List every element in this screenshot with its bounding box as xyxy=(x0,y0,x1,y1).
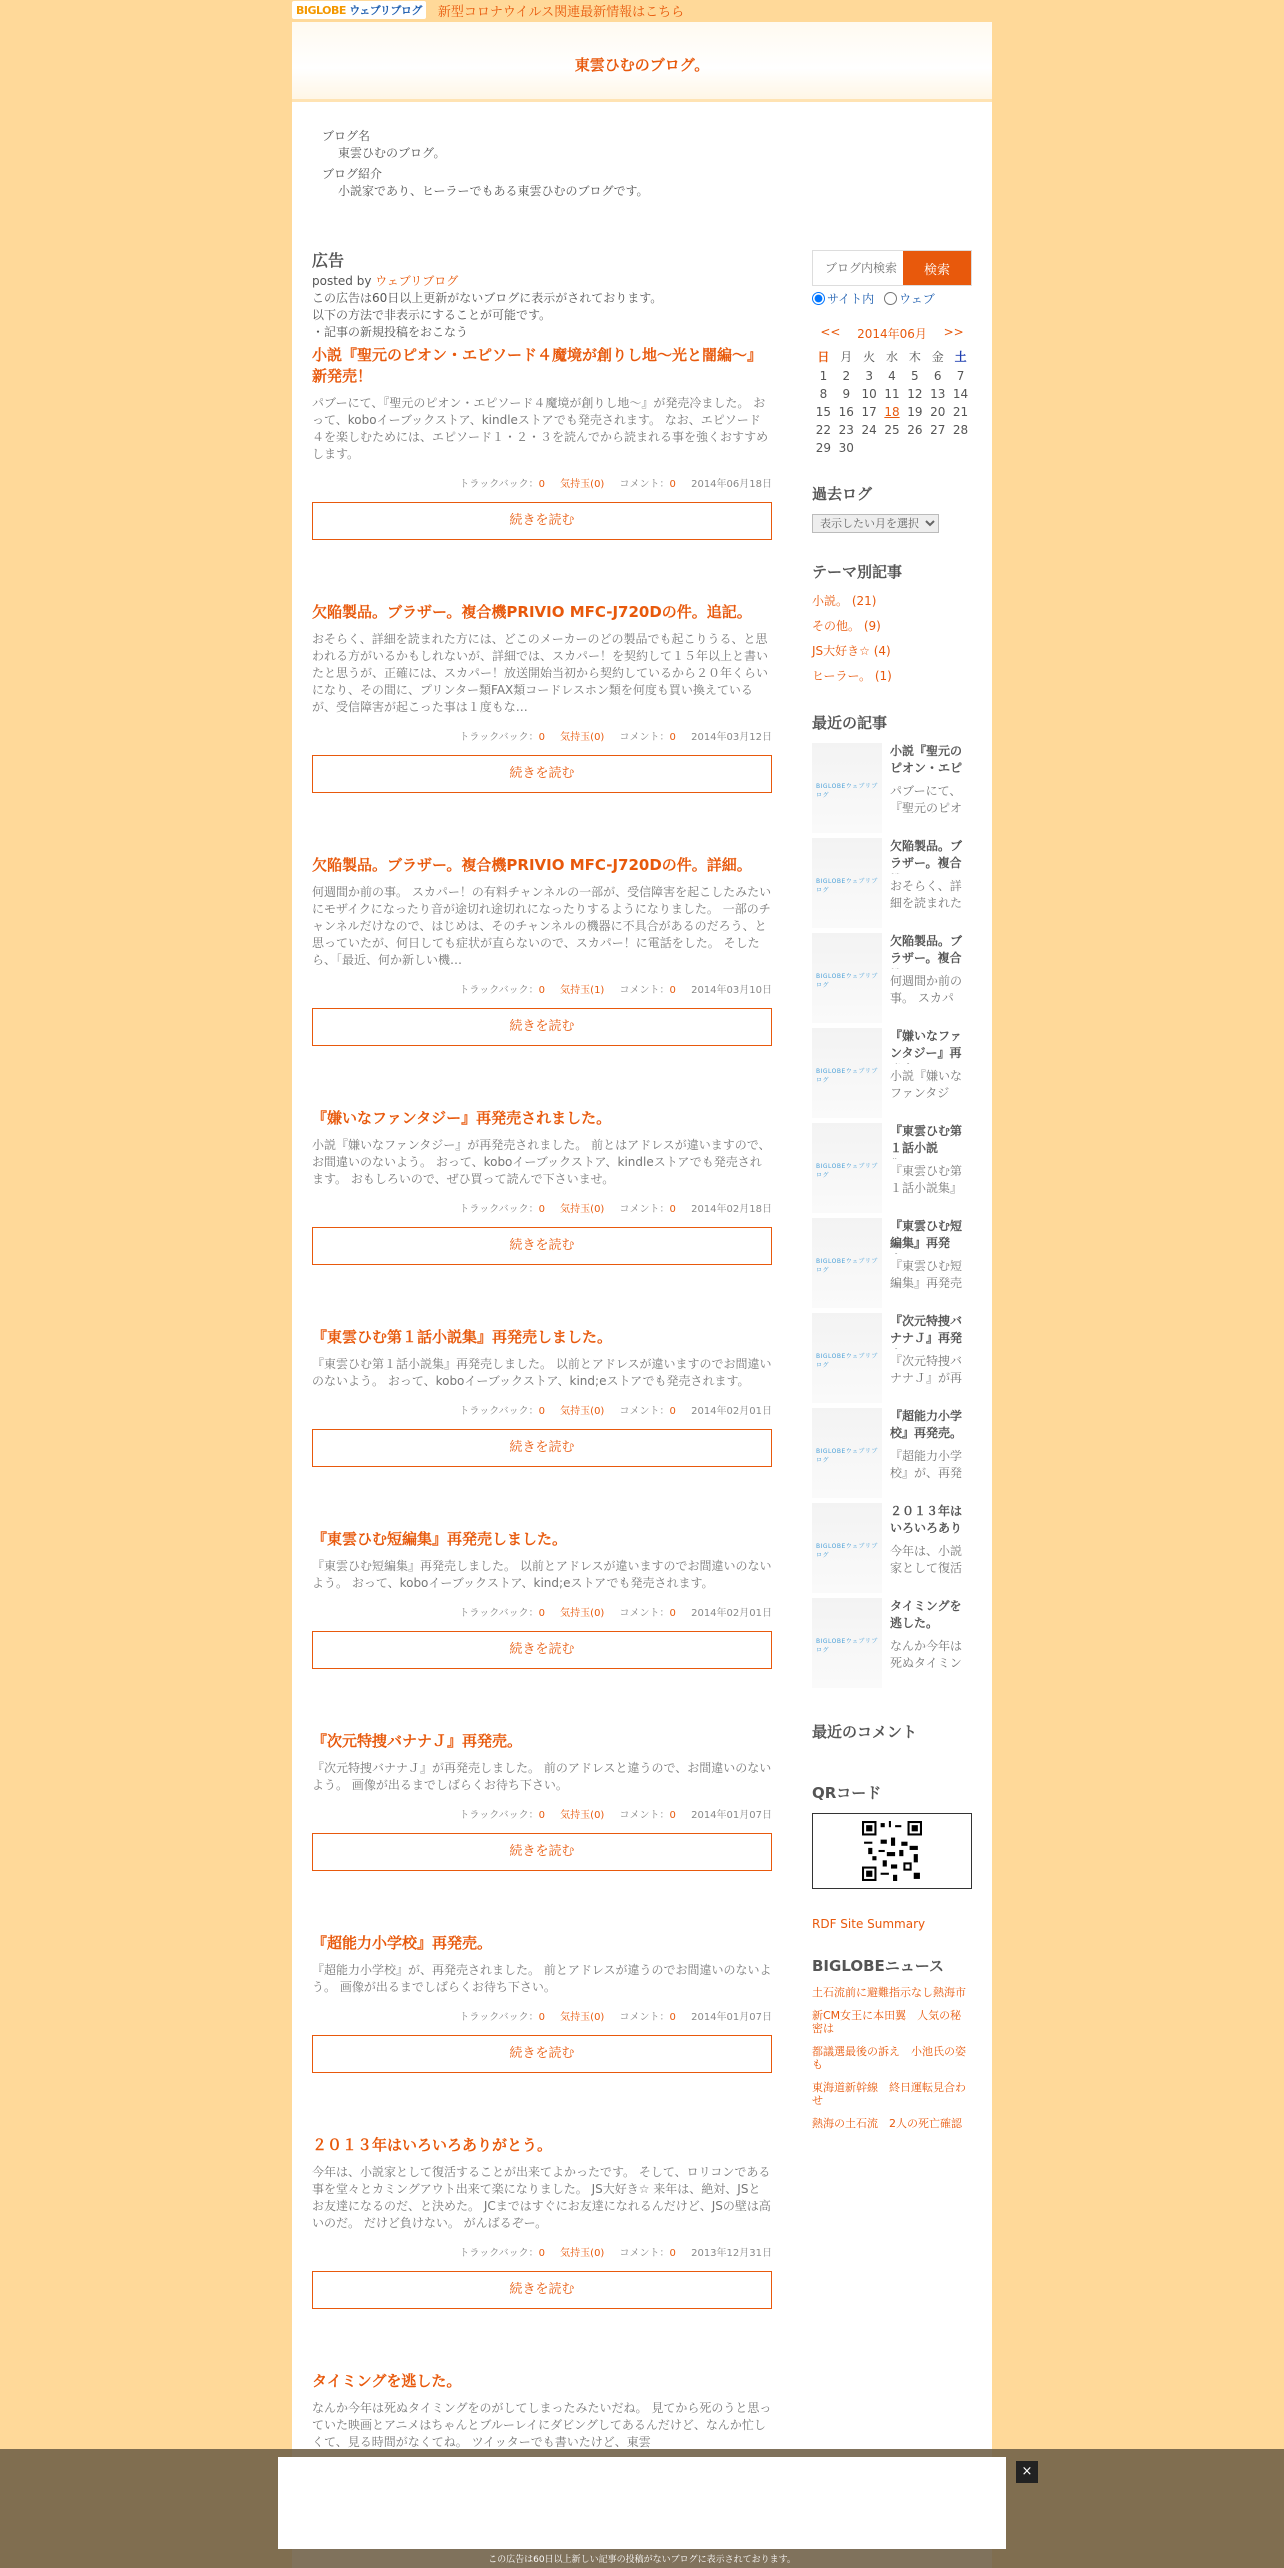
recent-text xyxy=(890,838,972,933)
ad-line: ・記事の新規投稿をおこなう xyxy=(312,325,469,339)
search-button[interactable]: 検索 xyxy=(903,251,971,285)
article-meta xyxy=(312,1402,772,1417)
comment-count[interactable]: 0 xyxy=(669,2248,676,2259)
article-title[interactable]: タイミングを逃した。 xyxy=(312,2372,462,2390)
recent-thumbnail[interactable] xyxy=(812,1123,882,1213)
theme-link[interactable]: 小説。 (21) xyxy=(812,594,877,608)
calendar-day: 10 xyxy=(861,387,877,401)
archive-select[interactable] xyxy=(812,514,939,533)
calendar-day: 25 xyxy=(884,423,900,437)
kimochi-count: (0) xyxy=(590,1810,605,1821)
recent-title[interactable]: 小説『聖元のピオン・エピ xyxy=(890,744,963,775)
recent-item[interactable] xyxy=(812,1313,972,1408)
main-column xyxy=(312,248,772,2451)
close-icon[interactable]: × xyxy=(1016,2461,1038,2483)
article xyxy=(312,602,772,851)
recent-body: 『超能力小学校』が、再発 xyxy=(890,1449,963,1480)
comment-label: コメント： xyxy=(619,2012,670,2023)
comment-count[interactable]: 0 xyxy=(669,1608,676,1619)
recent-item[interactable] xyxy=(812,1408,972,1503)
radio-site[interactable] xyxy=(812,292,825,305)
calendar-day: 19 xyxy=(907,405,923,419)
rdf-link[interactable]: RDF Site Summary xyxy=(812,1917,926,1931)
calendar-weekday: 日 xyxy=(817,350,830,364)
news-link[interactable]: 熱海の土石流 2人の死亡確認 xyxy=(812,2117,962,2130)
radio-web-text: ウェブ xyxy=(899,292,935,306)
recent-title[interactable]: 『次元特捜バナナＪ』再発 xyxy=(890,1314,963,1345)
trackback-label: トラックバック： xyxy=(459,732,539,743)
read-more-button[interactable]: 続きを読む xyxy=(312,2035,772,2073)
comment-count[interactable]: 0 xyxy=(669,1406,676,1417)
recent-comment-title: 最近のコメント xyxy=(812,1723,918,1741)
calendar-day: 22 xyxy=(815,423,832,437)
comment-count[interactable]: 0 xyxy=(669,732,676,743)
article-meta xyxy=(312,2244,772,2259)
theme-item xyxy=(812,667,972,684)
recent-title[interactable]: 『東雲ひむ第１話小説 xyxy=(890,1124,963,1155)
theme-link[interactable]: JS大好き☆ (4) xyxy=(812,644,891,658)
ad-title: 広告 xyxy=(312,251,345,270)
trackback-label: トラックバック： xyxy=(459,2012,539,2023)
radio-site-label[interactable] xyxy=(812,290,874,307)
article-title[interactable]: 『超能力小学校』再発売。 xyxy=(312,1934,493,1952)
calendar-day: 4 xyxy=(888,369,896,383)
kimochi-count: (0) xyxy=(590,732,605,743)
article-date: 2014年02月01日 xyxy=(691,1608,772,1619)
news-link[interactable]: 都議選最後の訴え 小池氏の姿も xyxy=(812,2045,966,2071)
calendar-day: 16 xyxy=(838,405,854,419)
calendar-day: 5 xyxy=(911,369,919,383)
kimochi-link[interactable] xyxy=(560,479,604,490)
calendar-day: 7 xyxy=(956,369,965,383)
thumb-logo: BIGLOBEウェブリブログ xyxy=(816,1638,878,1654)
article-title[interactable]: 小説『聖元のピオン・エピソード４魔境が創りし地～光と闇編～』新発売！ xyxy=(312,346,763,385)
read-more-button[interactable]: 続きを読む xyxy=(312,1429,772,1467)
theme-link[interactable]: その他。 (9) xyxy=(812,619,881,633)
sidebar xyxy=(812,250,972,2140)
calendar-weekday: 火 xyxy=(863,350,876,364)
calendar-day: 20 xyxy=(930,405,946,419)
article-date: 2014年06月18日 xyxy=(691,479,772,490)
calendar-day: 14 xyxy=(952,387,969,401)
calendar-day: 24 xyxy=(861,423,877,437)
article-body: 『東雲ひむ第１話小説集』再発売しました。 以前とアドレスが違いますのでお間違いのないよう。 おって、koboイーブックストア、kind;eストアでも発売されます。 xyxy=(312,1357,772,1388)
article-title[interactable]: 欠陥製品。ブラザー。複合機PRIVIO MFC-J720Dの件。追記。 xyxy=(312,603,752,621)
posted-by-link[interactable]: ウェブリブログ xyxy=(375,274,459,288)
recent-text xyxy=(890,933,972,1028)
calendar-day: 17 xyxy=(861,405,877,419)
article-date: 2014年03月10日 xyxy=(691,985,772,996)
article-body: 『次元特捜バナナＪ』が再発売しました。 前のアドレスと違うので、お間違いのないよう。 画像が出るまでしばらくお待ち下さい。 xyxy=(312,1761,772,1792)
article xyxy=(312,1108,772,1323)
thumb-logo: BIGLOBEウェブリブログ xyxy=(816,783,878,799)
article-title[interactable]: 『嫌いなファンタジー』再発売されました。 xyxy=(312,1109,612,1127)
calendar-day: 27 xyxy=(930,423,946,437)
news-link[interactable]: 新CM女王に本田翼 人気の秘密は xyxy=(812,2009,962,2035)
comment-label: コメント： xyxy=(619,1608,670,1619)
kimochi-count: (1) xyxy=(590,985,605,996)
calendar-day: 12 xyxy=(907,387,923,401)
article-body: 小説『嫌いなファンタジー』が再発売されました。 前とはアドレスが違いますので、お間違いのないよう。 おって、koboイーブックストア、kindleストアでも発売されます。 おもしろいので、ぜひ買って読んで下さいませ。 xyxy=(312,1138,771,1186)
blog-title[interactable]: 東雲ひむのブログ。 xyxy=(574,56,710,74)
recent-text xyxy=(890,1028,972,1123)
article-date: 2014年02月18日 xyxy=(691,1204,772,1215)
calendar-day: 30 xyxy=(838,441,854,455)
recent-text xyxy=(890,1313,972,1408)
news-item xyxy=(812,2081,972,2107)
radio-web[interactable] xyxy=(884,292,897,305)
article xyxy=(312,1933,772,2131)
article-meta xyxy=(312,475,772,490)
calendar-day: 6 xyxy=(933,369,942,383)
search-input[interactable] xyxy=(813,251,903,285)
recent-title[interactable]: 『超能力小学校』再発売。 xyxy=(890,1409,963,1440)
ad-line: 以下の方法で非表示にすることが可能です。 xyxy=(312,308,552,322)
calendar-weekday: 水 xyxy=(885,350,898,364)
kimochi-label: 気持玉 xyxy=(560,2248,591,2259)
page-container xyxy=(292,22,992,2568)
article-title[interactable]: 『東雲ひむ短編集』再発売しました。 xyxy=(312,1530,568,1548)
logo-text: BIGLOBE xyxy=(296,4,346,17)
kimochi-link[interactable] xyxy=(560,1204,604,1215)
posted-by-prefix: posted by xyxy=(312,274,376,288)
calendar-prev[interactable]: << xyxy=(820,325,841,339)
recent-title[interactable]: ２０１３年はいろいろあり xyxy=(890,1504,963,1535)
recent-item[interactable] xyxy=(812,933,972,1028)
trackback-count[interactable]: 0 xyxy=(538,732,545,743)
article-title[interactable]: 『次元特捜バナナＪ』再発売。 xyxy=(312,1732,523,1750)
recent-title[interactable]: タイミングを逃した。 xyxy=(890,1599,962,1630)
kimochi-label: 気持玉 xyxy=(560,1810,591,1821)
kimochi-link[interactable] xyxy=(560,1608,604,1619)
recent-body: パブーにて、『聖元のピオ xyxy=(890,784,963,815)
kimochi-link[interactable] xyxy=(560,2248,604,2259)
calendar-day: 13 xyxy=(930,387,946,401)
article-title[interactable]: 『東雲ひむ第１話小説集』再発売しました。 xyxy=(312,1328,613,1346)
recent-body: 今年は、小説家として復活 xyxy=(890,1544,963,1575)
thumb-logo: BIGLOBEウェブリブログ xyxy=(816,1543,878,1559)
article-meta xyxy=(312,1604,772,1619)
article-date: 2014年01月07日 xyxy=(691,1810,772,1821)
past-log-title: 過去ログ xyxy=(812,485,873,503)
trackback-count[interactable]: 0 xyxy=(538,1204,545,1215)
blog-name-label: ブログ名 xyxy=(322,129,371,143)
news-list xyxy=(812,1986,972,2130)
trackback-label: トラックバック： xyxy=(459,1608,539,1619)
trackback-label: トラックバック： xyxy=(459,1810,539,1821)
recent-thumbnail[interactable] xyxy=(812,1218,882,1308)
article xyxy=(312,1327,772,1525)
trackback-label: トラックバック： xyxy=(459,2248,539,2259)
article-body: 今年は、小説家として復活することが出来てよかったです。 そして、ロリコンである事を堂々とカミングアウト出来て楽になりました。 JS大好き☆ 来年は、絶対、JSとお友達になるのだ、と決めた。 JCまではすぐにお友達になれるんだけど、JSの壁は高いのだ。 だけど負けない。 がんばるぞー。 xyxy=(312,2165,771,2230)
read-more-button[interactable]: 続きを読む xyxy=(312,1227,772,1265)
recent-item[interactable] xyxy=(812,1503,972,1598)
article-body: なんか今年は死ぬタイミングをのがしてしまったみたいだね。 見てから死のうと思っていた映画とアニメはちゃんとブルーレイにダビングしてあるんだけど、なんか忙しくて、見る時間がなくてね。 ツイッターでも書いたけど、東雲 xyxy=(312,2401,772,2449)
calendar-header xyxy=(812,325,972,342)
recent-text xyxy=(890,1218,972,1313)
recent-item[interactable] xyxy=(812,743,972,838)
calendar-day: 3 xyxy=(865,369,873,383)
article xyxy=(312,1731,772,1929)
kimochi-link[interactable] xyxy=(560,1810,604,1821)
read-more-button[interactable]: 続きを読む xyxy=(312,1008,772,1046)
comment-label: コメント： xyxy=(619,985,670,996)
recent-item[interactable] xyxy=(812,1028,972,1123)
kimochi-count: (0) xyxy=(590,2012,605,2023)
comment-count[interactable]: 0 xyxy=(669,1204,676,1215)
kimochi-label: 気持玉 xyxy=(560,732,591,743)
theme-link[interactable]: ヒーラー。 (1) xyxy=(812,669,892,683)
thumb-logo: BIGLOBEウェブリブログ xyxy=(816,1353,878,1369)
recent-item[interactable] xyxy=(812,1598,972,1693)
read-more-button[interactable]: 続きを読む xyxy=(312,2271,772,2309)
recent-thumbnail[interactable] xyxy=(812,1313,882,1403)
recent-list xyxy=(812,743,972,1693)
calendar-day: 23 xyxy=(838,423,854,437)
calendar-day: 26 xyxy=(907,423,923,437)
recent-text xyxy=(890,743,972,838)
theme-item xyxy=(812,617,972,634)
kimochi-label: 気持玉 xyxy=(560,2012,591,2023)
article-body: 『東雲ひむ短編集』再発売しました。 以前とアドレスが違いますのでお間違いのないよう。 おって、koboイーブックストア、kind;eストアでも発売されます。 xyxy=(312,1559,772,1590)
blog-name: 東雲ひむのブログ。 xyxy=(338,146,446,160)
article-meta xyxy=(312,2008,772,2023)
read-more-button[interactable]: 続きを読む xyxy=(312,1631,772,1669)
trackback-count[interactable]: 0 xyxy=(538,1608,545,1619)
recent-title[interactable]: 『東雲ひむ短編集』再発 xyxy=(890,1219,963,1250)
theme-title: テーマ別記事 xyxy=(812,563,903,581)
recent-title: 最近の記事 xyxy=(812,714,888,732)
logo-sub-text: ウェブリブログ xyxy=(349,4,422,17)
article-date: 2014年02月01日 xyxy=(691,1406,772,1417)
kimochi-count: (0) xyxy=(590,1204,605,1215)
comment-count[interactable]: 0 xyxy=(669,2012,676,2023)
calendar-weekday: 月 xyxy=(840,350,853,364)
calendar xyxy=(812,325,972,455)
comment-label: コメント： xyxy=(619,1406,670,1417)
qr-title: QRコード xyxy=(812,1784,882,1802)
article-body: パブーにて、『聖元のピオン・エピソード４魔境が創りし地～』が発売冷ました。 おって、koboイーブックストア、kindleストアでも発売されます。 なお、エピソード４を楽しむためには、エピソード１・２・３を読んでから読まれる事を強くおすすめします。 xyxy=(312,396,769,461)
recent-text xyxy=(890,1598,972,1693)
recent-title[interactable]: 欠陥製品。ブラザー。複合 xyxy=(890,839,963,870)
calendar-day: 9 xyxy=(842,387,851,401)
calendar-day: 21 xyxy=(952,405,969,419)
calendar-weekday: 金 xyxy=(931,350,944,364)
recent-text xyxy=(890,1408,972,1503)
calendar-weekday: 土 xyxy=(954,350,967,364)
recent-thumbnail[interactable] xyxy=(812,838,882,928)
kimochi-link[interactable] xyxy=(560,732,604,743)
kimochi-count: (0) xyxy=(590,1406,605,1417)
ad-posted-by xyxy=(312,273,772,290)
trackback-count[interactable]: 0 xyxy=(538,2012,545,2023)
recent-thumbnail[interactable] xyxy=(812,933,882,1023)
recent-body: 小説『嫌いなファンタジ xyxy=(890,1069,963,1100)
ad-block xyxy=(312,248,772,341)
recent-item[interactable] xyxy=(812,1123,972,1218)
kimochi-label: 気持玉 xyxy=(560,479,591,490)
kimochi-label: 気持玉 xyxy=(560,985,591,996)
thumb-logo: BIGLOBEウェブリブログ xyxy=(816,1258,878,1274)
comment-count[interactable]: 0 xyxy=(669,1810,676,1821)
recent-thumbnail[interactable] xyxy=(812,743,882,833)
calendar-day: 11 xyxy=(884,387,900,401)
thumb-logo: BIGLOBEウェブリブログ xyxy=(816,1068,878,1084)
radio-web-label[interactable] xyxy=(884,290,935,307)
calendar-day: 28 xyxy=(952,423,969,437)
article-body: おそらく、詳細を読まれた方には、どこのメーカーのどの製品でも起こりうる、と思われる方がいるかもしれないが、詳細では、スカパー！を契約して１５年以上と書いたと思うが、正確には、スカパー！放送開始当初から契約しているから２０年くらいになり、その間に、プリンター類FAX類コードレスホン類を何度も買い換えているが、受信障害が起こった事は１度もな… xyxy=(312,632,769,714)
article-title[interactable]: ２０１３年はいろいろありがとう。 xyxy=(312,2136,553,2154)
thumb-logo: BIGLOBEウェブリブログ xyxy=(816,1448,878,1464)
recent-item[interactable] xyxy=(812,838,972,933)
article-body: 『超能力小学校』が、再発売されました。 前とアドレスが違うのでお間違いのないよう。 画像が出るまでしばらくお待ち下さい。 xyxy=(312,1963,772,1994)
calendar-weekday: 木 xyxy=(908,350,921,364)
blog-header xyxy=(292,22,992,102)
news-link[interactable]: 東海道新幹線 終日運転見合わせ xyxy=(812,2081,966,2107)
theme-item xyxy=(812,642,972,659)
recent-thumbnail[interactable] xyxy=(812,1598,882,1688)
trackback-count[interactable]: 0 xyxy=(538,985,545,996)
article-title[interactable]: 欠陥製品。ブラザー。複合機PRIVIO MFC-J720Dの件。詳細。 xyxy=(312,856,752,874)
article xyxy=(312,2135,772,2367)
article xyxy=(312,855,772,1104)
kimochi-label: 気持玉 xyxy=(560,1204,591,1215)
news-link[interactable]: 土石流前に避難指示なし熱海市 xyxy=(812,1986,966,1999)
news-item xyxy=(812,1986,972,1999)
kimochi-link[interactable] xyxy=(560,1406,604,1417)
comment-label: コメント： xyxy=(619,1204,670,1215)
theme-list xyxy=(812,592,972,684)
recent-thumbnail[interactable] xyxy=(812,1408,882,1498)
trackback-label: トラックバック： xyxy=(459,479,539,490)
top-bar xyxy=(292,0,992,20)
recent-body: おそらく、詳細を読まれた xyxy=(890,879,963,910)
calendar-day: 29 xyxy=(815,441,832,455)
recent-body: なんか今年は死ぬタイミン xyxy=(890,1639,963,1670)
qr-code-icon xyxy=(862,1821,922,1881)
read-more-button[interactable]: 続きを読む xyxy=(312,755,772,793)
ad-line: この広告は60日以上更新がないブログに表示がされております。 xyxy=(312,291,663,305)
comment-label: コメント： xyxy=(619,479,670,490)
recent-body: 『次元特捜バナナＪ』が再 xyxy=(890,1354,963,1385)
recent-text xyxy=(890,1123,972,1218)
trackback-count[interactable]: 0 xyxy=(538,479,545,490)
article-date: 2013年12月31日 xyxy=(691,2248,772,2259)
kimochi-count: (0) xyxy=(590,2248,605,2259)
blog-intro: 小説家であり、ヒーラーでもある東雲ひむのブログです。 xyxy=(338,184,649,198)
trackback-count[interactable]: 0 xyxy=(538,1810,545,1821)
comment-count[interactable]: 0 xyxy=(669,985,676,996)
recent-title[interactable]: 欠陥製品。ブラザー。複合 xyxy=(890,934,963,965)
overlay-ad-card[interactable] xyxy=(278,2457,1006,2549)
news-item xyxy=(812,2117,972,2130)
overlay-footer-text: この広告は60日以上新しい記事の投稿がないブログに表示されております。 xyxy=(488,2555,796,2565)
article-body: 何週間か前の事。 スカパー！の有料チャンネルの一部が、受信障害を起こしたみたいにモザイクになったり音が途切れ途切れになったりするようになりました。 一部のチャンネルだけなので、はじめは、そのチャンネルの機器に不具合があるのだろう、と思っていたが、何日しても症状が直らないので、スカパー！に電話をした。 そしたら、「最近、何か新しい機… xyxy=(312,885,772,967)
kimochi-link[interactable] xyxy=(560,985,604,996)
calendar-month[interactable]: 2014年06月 xyxy=(857,327,927,341)
kimochi-count: (0) xyxy=(590,1608,605,1619)
qr-code xyxy=(812,1813,972,1889)
calendar-day: 1 xyxy=(819,369,828,383)
news-title: BIGLOBEニュース xyxy=(812,1957,945,1975)
thumb-logo: BIGLOBEウェブリブログ xyxy=(816,1163,878,1179)
blog-meta xyxy=(292,102,992,216)
comment-count[interactable]: 0 xyxy=(669,479,676,490)
ad-overlay xyxy=(0,2449,1284,2568)
trackback-label: トラックバック： xyxy=(459,1204,539,1215)
search-scope xyxy=(812,290,972,307)
recent-item[interactable] xyxy=(812,1218,972,1313)
thumb-logo: BIGLOBEウェブリブログ xyxy=(816,973,878,989)
article-meta xyxy=(312,981,772,996)
article-meta xyxy=(312,1200,772,1215)
recent-body: 何週間か前の事。 スカパ xyxy=(890,974,963,1005)
article-meta xyxy=(312,1806,772,1821)
recent-body: 『東雲ひむ第１話小説集』 xyxy=(890,1164,963,1195)
recent-title[interactable]: 『嫌いなファンタジー』再 xyxy=(890,1029,962,1060)
calendar-grid xyxy=(812,348,972,455)
calendar-day[interactable] xyxy=(881,405,904,419)
calendar-day: 8 xyxy=(819,387,828,401)
radio-site-text: サイト内 xyxy=(827,292,875,306)
recent-thumbnail[interactable] xyxy=(812,1028,882,1118)
article-date: 2014年03月12日 xyxy=(691,732,772,743)
recent-thumbnail[interactable] xyxy=(812,1503,882,1593)
search-box xyxy=(812,250,972,286)
theme-item xyxy=(812,592,972,609)
comment-label: コメント： xyxy=(619,1810,670,1821)
kimochi-link[interactable] xyxy=(560,2012,604,2023)
article-list xyxy=(312,345,772,2451)
article xyxy=(312,1529,772,1727)
trackback-label: トラックバック： xyxy=(459,985,539,996)
calendar-day: 15 xyxy=(815,405,832,419)
comment-label: コメント： xyxy=(619,2248,670,2259)
blog-intro-label: ブログ紹介 xyxy=(322,167,383,181)
thumb-logo: BIGLOBEウェブリブログ xyxy=(816,878,878,894)
calendar-day: 2 xyxy=(842,369,851,383)
article xyxy=(312,345,772,598)
calendar-next[interactable]: >> xyxy=(943,325,964,339)
read-more-button[interactable]: 続きを読む xyxy=(312,502,772,540)
kimochi-count: (0) xyxy=(590,479,605,490)
article xyxy=(312,2371,772,2451)
trackback-count[interactable]: 0 xyxy=(538,2248,545,2259)
comment-label: コメント： xyxy=(619,732,670,743)
biglobe-logo[interactable] xyxy=(292,1,426,19)
kimochi-label: 気持玉 xyxy=(560,1608,591,1619)
read-more-button[interactable]: 続きを読む xyxy=(312,1833,772,1871)
calendar-day-link[interactable]: 18 xyxy=(884,405,900,419)
corona-notice-link[interactable]: 新型コロナウイルス関連最新情報はこちら xyxy=(437,4,685,20)
recent-text xyxy=(890,1503,972,1598)
news-item xyxy=(812,2009,972,2035)
trackback-label: トラックバック： xyxy=(459,1406,539,1417)
trackback-count[interactable]: 0 xyxy=(538,1406,545,1417)
kimochi-label: 気持玉 xyxy=(560,1406,591,1417)
article-meta xyxy=(312,728,772,743)
news-item xyxy=(812,2045,972,2071)
recent-body: 『東雲ひむ短編集』再発売 xyxy=(890,1259,963,1290)
article-date: 2014年01月07日 xyxy=(691,2012,772,2023)
